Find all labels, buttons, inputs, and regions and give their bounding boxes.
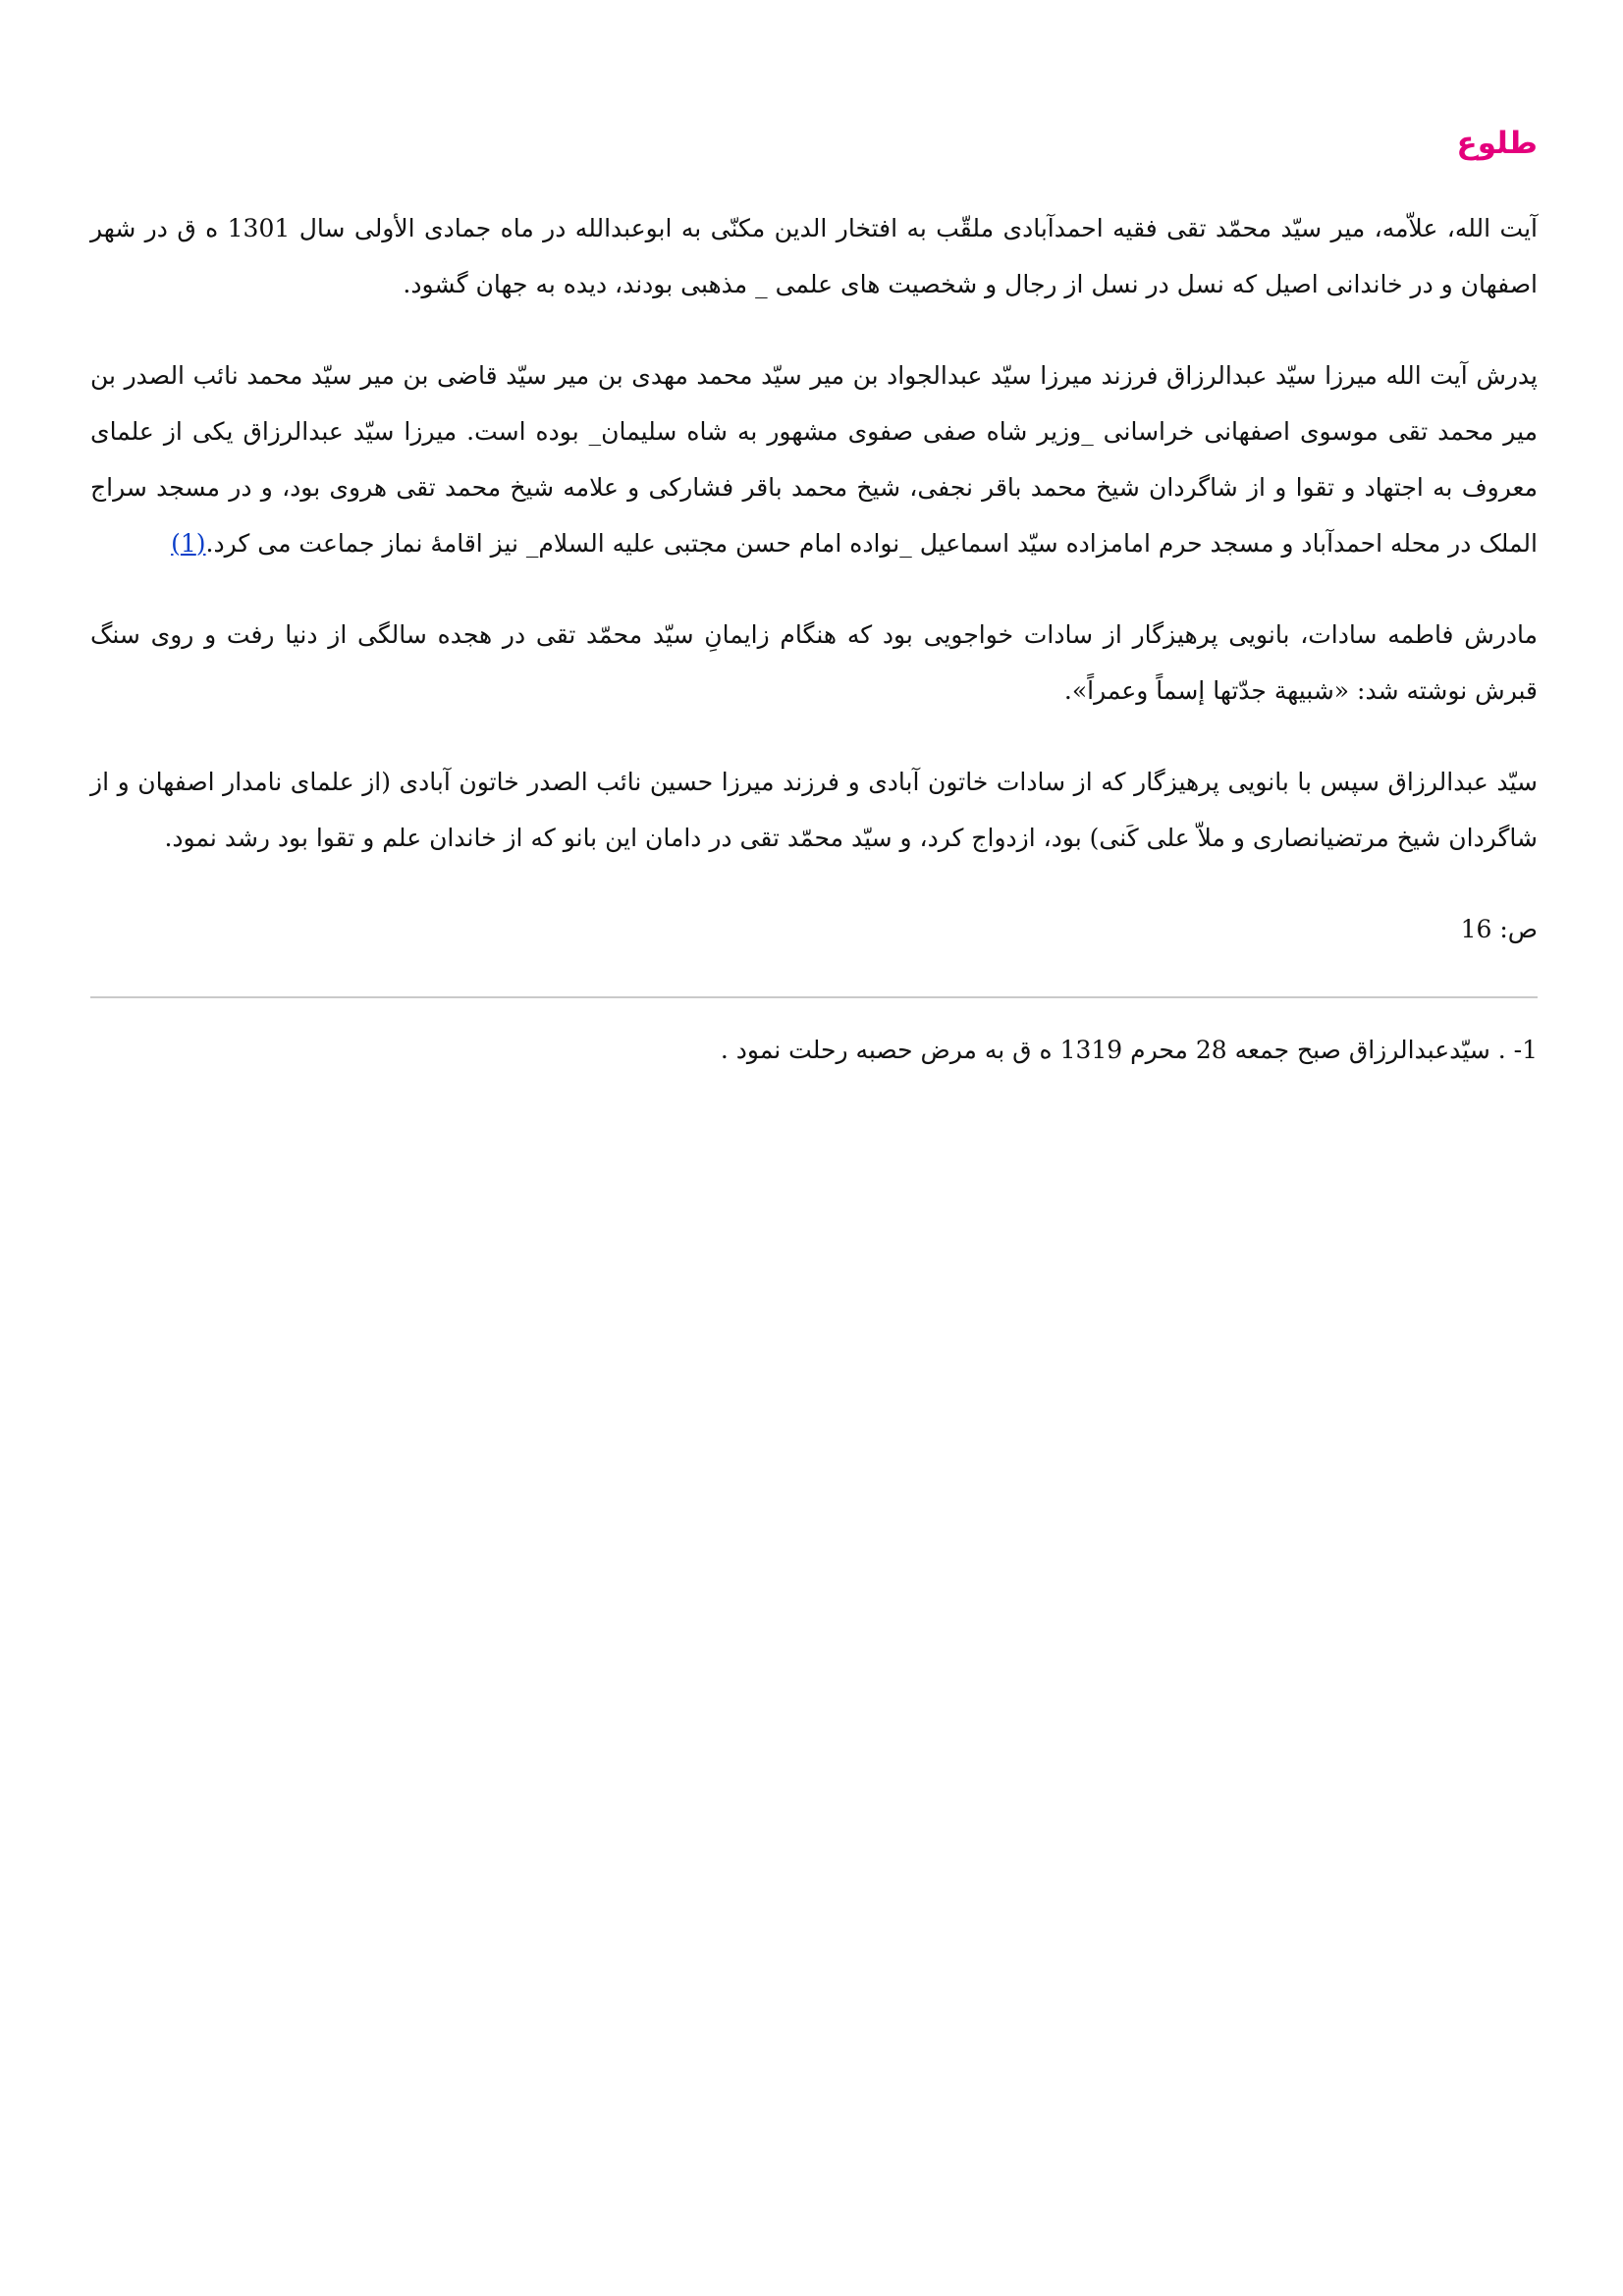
- paragraph-birth: آیت الله، علاّمه، میر سیّد محمّد تقی فقیه احمدآبادی ملقّب به افتخار الدین مکنّی به ابوعبدالله در ماه جمادی الأولی سال 1301 ه ق در شهر اصفهان و در خاندانی اصیل که نسل در نسل از رجال و شخصیت های علمی _ مذهبی بودند، دیده به جهان گشود.: [90, 214, 1538, 298]
- paragraph-stepmother: سیّد عبدالرزاق سپس با بانویی پرهیزگار که از سادات خاتون آبادی و فرزند میرزا حسین نائب الصدر خاتون آبادی (از علمای نامدار اصفهان و از شاگردان شیخ مرتضیانصاری و ملاّ علی کَنی) بود، ازدواج کرد، و سیّد محمّد تقی در دامان این بانو که از خاندان علم و تقوا بود رشد نمود.: [90, 768, 1538, 852]
- footnote: 1- . سیّدعبدالرزاق صبح جمعه 28 محرم 1319 ه ق به مرض حصبه رحلت نمود .: [720, 1036, 1538, 1064]
- paragraph-father: [90, 347, 1538, 571]
- document-page: [90, 116, 1538, 1078]
- page-number: ص: 16: [1460, 915, 1538, 943]
- footnote-link[interactable]: (1): [171, 529, 206, 558]
- paragraph-father-text: پدرش آیت الله میرزا سیّد عبدالرزاق فرزند میرزا سیّد عبدالجواد بن میر سیّد محمد مهدی بن میر سیّد قاضی بن میر سیّد محمد نائب الصدر بن میر محمد تقی موسوی اصفهانی خراسانی _وزیر شاه صفی صفوی مشهور به شاه سلیمان_ بوده است. میرزا سیّد عبدالرزاق یکی از علمای معروف به اجتهاد و تقوا و از شاگردان شیخ محمد باقر نجفی، شیخ محمد باقر فشارکی و علامه شیخ محمد تقی هروی بود، و در مسجد سراج الملک در محله احمدآباد و مسجد حرم امامزاده سیّد اسماعیل _نواده امام حسن مجتبی علیه السلام_ نیز اقامهٔ نماز جماعت می کرد.: [90, 361, 1538, 558]
- paragraph-mother: مادرش فاطمه سادات، بانویی پرهیزگار از سادات خواجویی بود که هنگام زایمانِ سیّد محمّد تقی در هجده سالگی از دنیا رفت و روی سنگ قبرش نوشته شد: «شبیهة جدّتها إسماً وعمراً».: [90, 620, 1538, 705]
- footnote-divider: [90, 996, 1538, 998]
- section-heading: طلوع: [1456, 126, 1538, 161]
